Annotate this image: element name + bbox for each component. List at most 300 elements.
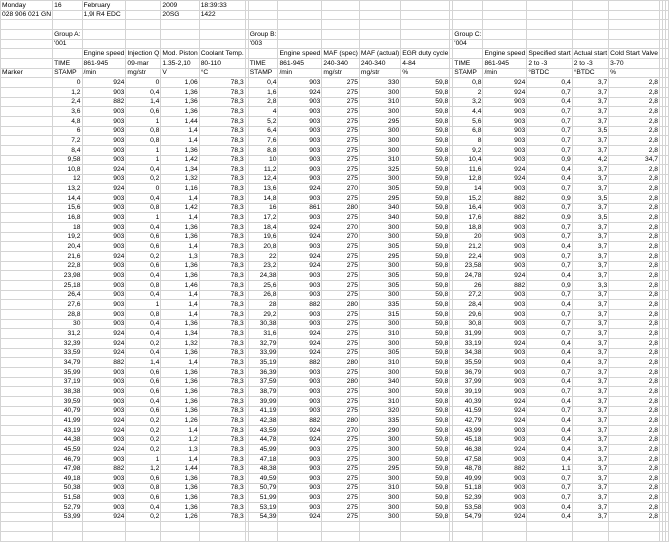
cell[interactable]: [572, 10, 608, 20]
cell[interactable]: 3,7: [572, 184, 608, 194]
cell[interactable]: 2,8: [609, 329, 660, 339]
cell[interactable]: 1,36: [161, 107, 199, 117]
cell[interactable]: [1, 155, 53, 165]
cell[interactable]: [1, 319, 53, 329]
cell[interactable]: [322, 532, 360, 542]
cell[interactable]: 0,2: [126, 435, 161, 445]
cell[interactable]: [572, 39, 608, 49]
cell[interactable]: 44,38: [53, 435, 82, 445]
cell[interactable]: 28,8: [53, 310, 82, 320]
cell[interactable]: 0,9: [527, 213, 572, 223]
cell[interactable]: 53,19: [248, 503, 278, 513]
cell[interactable]: 903: [483, 136, 527, 146]
cell[interactable]: [359, 532, 400, 542]
cell[interactable]: 59,8: [401, 223, 450, 233]
cell[interactable]: 17,6: [453, 213, 483, 223]
cell[interactable]: 0,6: [126, 242, 161, 252]
cell[interactable]: 2 to -3: [572, 58, 608, 68]
cell[interactable]: 1,36: [161, 367, 199, 377]
cell[interactable]: 59,8: [401, 464, 450, 474]
cell[interactable]: 2,8: [609, 281, 660, 291]
cell[interactable]: [126, 29, 161, 39]
cell[interactable]: 78,3: [199, 416, 245, 426]
cell[interactable]: 882: [278, 416, 322, 426]
cell[interactable]: 11,2: [248, 165, 278, 175]
cell[interactable]: 275: [322, 145, 360, 155]
cell[interactable]: 300: [359, 223, 400, 233]
cell[interactable]: [666, 435, 669, 445]
cell[interactable]: 78,3: [199, 271, 245, 281]
cell[interactable]: 0,7: [527, 145, 572, 155]
cell[interactable]: 0,2: [126, 425, 161, 435]
cell[interactable]: 78,3: [199, 319, 245, 329]
cell[interactable]: 0,6: [126, 367, 161, 377]
cell[interactable]: 903: [278, 406, 322, 416]
cell[interactable]: [527, 1, 572, 11]
cell[interactable]: 31,2: [53, 329, 82, 339]
cell[interactable]: 903: [278, 387, 322, 397]
cell[interactable]: 275: [322, 290, 360, 300]
cell[interactable]: 20SG: [161, 10, 199, 20]
cell[interactable]: 275: [322, 87, 360, 97]
cell[interactable]: 59,8: [401, 329, 450, 339]
cell[interactable]: [666, 145, 669, 155]
cell[interactable]: 36,39: [248, 367, 278, 377]
cell[interactable]: 1,34: [161, 329, 199, 339]
cell[interactable]: [1, 290, 53, 300]
cell[interactable]: 903: [278, 493, 322, 503]
cell[interactable]: 0,4: [527, 78, 572, 88]
cell[interactable]: 028 906 021 GN: [2, 11, 52, 19]
cell[interactable]: 59,8: [401, 107, 450, 117]
cell[interactable]: 2,8: [609, 338, 660, 348]
cell[interactable]: 0,9: [527, 194, 572, 204]
cell[interactable]: 2,8: [609, 97, 660, 107]
cell[interactable]: [483, 20, 527, 30]
cell[interactable]: 2,8: [248, 97, 278, 107]
cell[interactable]: 903: [82, 474, 126, 484]
cell[interactable]: 2,8: [609, 483, 660, 493]
cell[interactable]: 903: [82, 136, 126, 146]
cell[interactable]: [1, 145, 53, 155]
cell[interactable]: 275: [322, 97, 360, 107]
cell[interactable]: 903: [278, 290, 322, 300]
cell[interactable]: 903: [278, 271, 322, 281]
cell[interactable]: 20,8: [248, 242, 278, 252]
cell[interactable]: '003: [248, 39, 278, 49]
cell[interactable]: 33,59: [53, 348, 82, 358]
cell[interactable]: 2,8: [609, 406, 660, 416]
cell[interactable]: 0,7: [527, 493, 572, 503]
cell[interactable]: EGR duty cycle: [402, 49, 449, 57]
cell[interactable]: 53,58: [453, 503, 483, 513]
cell[interactable]: 16: [248, 203, 278, 213]
cell[interactable]: 300: [359, 174, 400, 184]
cell[interactable]: STAMP: [248, 68, 278, 78]
cell[interactable]: 1.35-2,10: [161, 58, 199, 68]
cell[interactable]: 0: [53, 78, 82, 88]
cell[interactable]: [1, 425, 53, 435]
cell[interactable]: 903: [483, 387, 527, 397]
cell[interactable]: 0,6: [126, 493, 161, 503]
cell[interactable]: 903: [82, 271, 126, 281]
cell[interactable]: 0,4: [527, 454, 572, 464]
cell[interactable]: 51,18: [453, 483, 483, 493]
cell[interactable]: [666, 464, 669, 474]
cell[interactable]: 39,99: [248, 396, 278, 406]
cell[interactable]: 0,8: [126, 483, 161, 493]
cell[interactable]: 295: [359, 252, 400, 262]
cell[interactable]: 30: [53, 319, 82, 329]
cell[interactable]: 0,7: [527, 107, 572, 117]
cell[interactable]: 1,6: [248, 87, 278, 97]
cell[interactable]: 882: [82, 97, 126, 107]
cell[interactable]: 310: [359, 358, 400, 368]
cell[interactable]: 924: [278, 348, 322, 358]
cell[interactable]: 295: [359, 194, 400, 204]
cell[interactable]: [666, 58, 669, 68]
cell[interactable]: '004: [453, 39, 483, 49]
cell[interactable]: 2,8: [609, 464, 660, 474]
cell[interactable]: 275: [322, 78, 360, 88]
cell[interactable]: [666, 242, 669, 252]
cell[interactable]: 3,7: [572, 348, 608, 358]
cell[interactable]: 2,8: [609, 290, 660, 300]
cell[interactable]: [609, 1, 660, 11]
cell[interactable]: 300: [359, 474, 400, 484]
cell[interactable]: 53,99: [53, 512, 82, 522]
cell[interactable]: [666, 338, 669, 348]
cell[interactable]: 54,79: [453, 512, 483, 522]
cell[interactable]: 59,8: [401, 425, 450, 435]
cell[interactable]: 1,36: [161, 474, 199, 484]
cell[interactable]: [666, 377, 669, 387]
cell[interactable]: [161, 29, 199, 39]
cell[interactable]: [572, 29, 608, 39]
cell[interactable]: [666, 39, 669, 49]
cell[interactable]: 31,99: [453, 329, 483, 339]
cell[interactable]: 903: [278, 454, 322, 464]
cell[interactable]: 59,8: [401, 232, 450, 242]
cell[interactable]: [666, 290, 669, 300]
cell[interactable]: 924: [483, 78, 527, 88]
cell[interactable]: [609, 20, 660, 30]
cell[interactable]: 78,3: [199, 474, 245, 484]
cell[interactable]: 1,36: [161, 271, 199, 281]
cell[interactable]: 315: [359, 310, 400, 320]
cell[interactable]: 12,4: [248, 174, 278, 184]
cell[interactable]: 275: [322, 281, 360, 291]
cell[interactable]: 59,8: [401, 483, 450, 493]
cell[interactable]: 52,79: [53, 503, 82, 513]
cell[interactable]: [483, 522, 527, 532]
cell[interactable]: 59,8: [401, 155, 450, 165]
cell[interactable]: 903: [278, 194, 322, 204]
cell[interactable]: [322, 1, 360, 11]
cell[interactable]: 37,99: [453, 377, 483, 387]
cell[interactable]: 0,4: [527, 377, 572, 387]
cell[interactable]: 2,8: [609, 213, 660, 223]
cell[interactable]: 2,8: [609, 435, 660, 445]
cell[interactable]: 2,8: [609, 232, 660, 242]
cell[interactable]: 27,6: [53, 300, 82, 310]
cell[interactable]: 1,2: [126, 464, 161, 474]
cell[interactable]: 52,39: [453, 493, 483, 503]
cell[interactable]: 59,8: [401, 406, 450, 416]
cell[interactable]: [666, 329, 669, 339]
cell[interactable]: [527, 20, 572, 30]
cell[interactable]: 0,2: [126, 174, 161, 184]
cell[interactable]: 2,8: [609, 271, 660, 281]
cell[interactable]: 903: [483, 223, 527, 233]
cell[interactable]: [53, 20, 82, 30]
cell[interactable]: [1, 483, 53, 493]
cell[interactable]: 40,39: [453, 396, 483, 406]
cell[interactable]: 59,8: [401, 377, 450, 387]
cell[interactable]: 3,7: [572, 329, 608, 339]
cell[interactable]: 275: [322, 310, 360, 320]
cell[interactable]: 1,36: [161, 145, 199, 155]
cell[interactable]: 275: [322, 116, 360, 126]
cell[interactable]: 882: [278, 358, 322, 368]
cell[interactable]: [666, 29, 669, 39]
cell[interactable]: [53, 49, 82, 59]
cell[interactable]: 1: [126, 145, 161, 155]
cell[interactable]: 3,7: [572, 87, 608, 97]
cell[interactable]: 0,7: [527, 406, 572, 416]
cell[interactable]: 1,36: [161, 261, 199, 271]
cell[interactable]: [278, 522, 322, 532]
cell[interactable]: [1, 223, 53, 233]
cell[interactable]: 275: [322, 165, 360, 175]
cell[interactable]: [666, 503, 669, 513]
cell[interactable]: 861-945: [82, 58, 126, 68]
cell[interactable]: 19,2: [53, 232, 82, 242]
cell[interactable]: 2,8: [609, 396, 660, 406]
cell[interactable]: 1,36: [161, 396, 199, 406]
cell[interactable]: 38,79: [248, 387, 278, 397]
cell[interactable]: 2,8: [609, 425, 660, 435]
cell[interactable]: 47,58: [453, 454, 483, 464]
cell[interactable]: 78,3: [199, 126, 245, 136]
cell[interactable]: 16: [53, 1, 82, 11]
cell[interactable]: 903: [82, 310, 126, 320]
cell[interactable]: 275: [322, 406, 360, 416]
cell[interactable]: 78,3: [199, 242, 245, 252]
cell[interactable]: 78,3: [199, 445, 245, 455]
cell[interactable]: 0,7: [527, 483, 572, 493]
cell[interactable]: 1,4: [161, 194, 199, 204]
cell[interactable]: [666, 532, 669, 542]
cell[interactable]: 1,36: [161, 87, 199, 97]
cell[interactable]: [1, 396, 53, 406]
cell[interactable]: [1, 377, 53, 387]
cell[interactable]: [609, 39, 660, 49]
cell[interactable]: 0,4: [527, 271, 572, 281]
cell[interactable]: 924: [82, 252, 126, 262]
cell[interactable]: [666, 367, 669, 377]
cell[interactable]: 59,8: [401, 203, 450, 213]
cell[interactable]: 903: [82, 87, 126, 97]
cell[interactable]: 861-945: [483, 58, 527, 68]
cell[interactable]: 1,26: [161, 512, 199, 522]
cell[interactable]: 43,99: [453, 425, 483, 435]
cell[interactable]: Marker: [1, 68, 53, 78]
cell[interactable]: [666, 483, 669, 493]
cell[interactable]: 3,3: [572, 281, 608, 291]
cell[interactable]: [666, 184, 669, 194]
cell[interactable]: 3,7: [572, 474, 608, 484]
cell[interactable]: 59,8: [401, 290, 450, 300]
cell[interactable]: 78,3: [199, 145, 245, 155]
cell[interactable]: 42,79: [453, 416, 483, 426]
cell[interactable]: 0,7: [527, 387, 572, 397]
cell[interactable]: [453, 1, 483, 11]
cell[interactable]: 59,8: [401, 454, 450, 464]
cell[interactable]: [1, 503, 53, 513]
cell[interactable]: [161, 522, 199, 532]
cell[interactable]: 335: [359, 416, 400, 426]
cell[interactable]: 903: [483, 503, 527, 513]
cell[interactable]: 0,4: [527, 512, 572, 522]
cell[interactable]: [1, 107, 53, 117]
cell[interactable]: 1,3: [161, 445, 199, 455]
cell[interactable]: 300: [359, 232, 400, 242]
cell[interactable]: [666, 116, 669, 126]
cell[interactable]: 78,3: [199, 184, 245, 194]
cell[interactable]: 270: [322, 425, 360, 435]
cell[interactable]: 903: [278, 474, 322, 484]
cell[interactable]: 8: [453, 136, 483, 146]
cell[interactable]: 3,7: [572, 116, 608, 126]
cell[interactable]: 0,7: [527, 252, 572, 262]
cell[interactable]: 0,4: [126, 194, 161, 204]
cell[interactable]: [1, 387, 53, 397]
cell[interactable]: [359, 10, 400, 20]
cell[interactable]: 1,32: [161, 174, 199, 184]
cell[interactable]: [666, 232, 669, 242]
cell[interactable]: [53, 522, 82, 532]
cell[interactable]: 1,42: [161, 203, 199, 213]
cell[interactable]: 78,3: [199, 406, 245, 416]
cell[interactable]: 924: [483, 165, 527, 175]
cell[interactable]: 3,7: [572, 78, 608, 88]
cell[interactable]: [666, 512, 669, 522]
cell[interactable]: 20: [453, 232, 483, 242]
cell[interactable]: [666, 213, 669, 223]
cell[interactable]: 59,8: [401, 97, 450, 107]
cell[interactable]: 275: [322, 155, 360, 165]
cell[interactable]: 0,4: [126, 348, 161, 358]
cell[interactable]: 0,2: [126, 338, 161, 348]
cell[interactable]: 1,26: [161, 416, 199, 426]
cell[interactable]: 305: [359, 281, 400, 291]
cell[interactable]: [666, 87, 669, 97]
cell[interactable]: [572, 532, 608, 542]
cell[interactable]: 903: [483, 300, 527, 310]
cell[interactable]: 78,3: [199, 87, 245, 97]
cell[interactable]: 12,8: [453, 174, 483, 184]
cell[interactable]: [666, 445, 669, 455]
cell[interactable]: 924: [483, 87, 527, 97]
cell[interactable]: 2,8: [609, 310, 660, 320]
cell[interactable]: 903: [278, 242, 322, 252]
cell[interactable]: 3,7: [572, 252, 608, 262]
cell[interactable]: [1, 252, 53, 262]
cell[interactable]: 59,8: [401, 348, 450, 358]
cell[interactable]: [322, 29, 360, 39]
cell[interactable]: 0,8: [126, 310, 161, 320]
cell[interactable]: 275: [322, 512, 360, 522]
cell[interactable]: 1,36: [161, 232, 199, 242]
cell[interactable]: 41,99: [53, 416, 82, 426]
cell[interactable]: TIME: [453, 58, 483, 68]
cell[interactable]: [1, 203, 53, 213]
cell[interactable]: [666, 319, 669, 329]
cell[interactable]: 2,8: [609, 493, 660, 503]
cell[interactable]: 35,19: [248, 358, 278, 368]
cell[interactable]: 59,8: [401, 213, 450, 223]
cell[interactable]: [1, 329, 53, 339]
cell[interactable]: 1,4: [161, 213, 199, 223]
cell[interactable]: 78,3: [199, 136, 245, 146]
cell[interactable]: [609, 532, 660, 542]
cell[interactable]: [401, 39, 450, 49]
cell[interactable]: [248, 1, 278, 11]
cell[interactable]: [1, 136, 53, 146]
cell[interactable]: 861: [278, 203, 322, 213]
cell[interactable]: 78,3: [199, 493, 245, 503]
cell[interactable]: [666, 1, 669, 11]
cell[interactable]: 40,79: [53, 406, 82, 416]
cell[interactable]: 59,8: [401, 396, 450, 406]
cell[interactable]: 0,4: [248, 78, 278, 88]
cell[interactable]: 2,8: [609, 203, 660, 213]
cell[interactable]: 0,2: [126, 445, 161, 455]
cell[interactable]: 0,2: [126, 416, 161, 426]
cell[interactable]: [666, 261, 669, 271]
cell[interactable]: 59,8: [401, 136, 450, 146]
cell[interactable]: 78,3: [199, 232, 245, 242]
cell[interactable]: [1, 184, 53, 194]
cell[interactable]: 11,6: [453, 165, 483, 175]
cell[interactable]: [666, 358, 669, 368]
cell[interactable]: 275: [322, 503, 360, 513]
cell[interactable]: [1, 358, 53, 368]
cell[interactable]: 24,38: [248, 271, 278, 281]
cell[interactable]: 305: [359, 242, 400, 252]
cell[interactable]: 903: [82, 261, 126, 271]
cell[interactable]: 275: [322, 396, 360, 406]
cell[interactable]: 0,4: [126, 329, 161, 339]
cell[interactable]: [1, 78, 53, 88]
cell[interactable]: 78,3: [199, 425, 245, 435]
cell[interactable]: 59,8: [401, 271, 450, 281]
cell[interactable]: [322, 10, 360, 20]
cell[interactable]: 0,7: [527, 232, 572, 242]
cell[interactable]: 340: [359, 213, 400, 223]
cell[interactable]: 3,7: [572, 203, 608, 213]
cell[interactable]: 44,78: [248, 435, 278, 445]
cell[interactable]: 18,8: [453, 223, 483, 233]
cell[interactable]: 3,7: [572, 503, 608, 513]
cell[interactable]: 300: [359, 87, 400, 97]
cell[interactable]: 50,79: [248, 483, 278, 493]
cell[interactable]: 1,4: [126, 358, 161, 368]
cell[interactable]: 59,8: [401, 493, 450, 503]
cell[interactable]: 300: [359, 290, 400, 300]
cell[interactable]: 903: [82, 126, 126, 136]
